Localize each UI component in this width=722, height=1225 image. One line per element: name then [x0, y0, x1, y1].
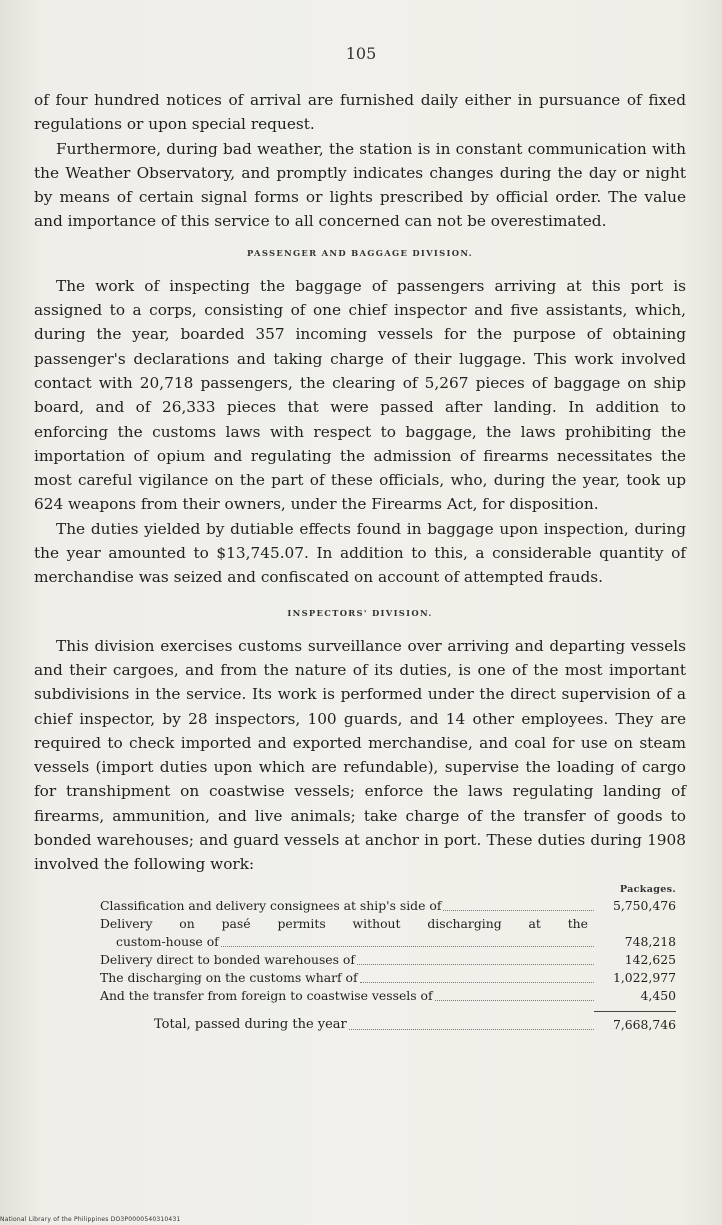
table-row — [100, 915, 676, 933]
total-value: 7,668,746 — [612, 1016, 676, 1032]
table-row — [100, 933, 676, 951]
scan-footer: National Library of the Philippines DO3P0000540310431 — [0, 1216, 181, 1223]
row-label: The discharging on the customs wharf of — [100, 969, 358, 985]
table-row — [100, 987, 676, 1005]
total-rule — [594, 1011, 676, 1012]
page-body — [34, 88, 686, 1034]
total-label: Total, passed during the year — [154, 1016, 347, 1032]
row-value: 142,625 — [624, 951, 676, 967]
table-total-row — [100, 1016, 676, 1034]
paragraph-continuation: of four hundred notices of arrival are furnished daily either in pursuance of fixed regulations or upon special request. — [34, 91, 686, 134]
table-row — [100, 969, 676, 987]
page-number: 105 — [345, 44, 377, 63]
paragraph-inspectors: This division exercises customs surveillance over arriving and departing vessels and their cargoes, and from the nature of its duties, is one of the most important subdivisions in the service. Its work is performed under the direct supervision of a chief inspector, by 28 inspectors, 100 guards, and 14 other employees. They are required to check imported and exported merchandise, and coal for use on steam vessels (import duties upon which are refundable), supervise the loading of cargo for transhipment on coastwise vessels; enforce the laws regulating landing of firearms, ammunition, and live animals; take charge of the transfer of goods to bonded warehouses; and guard vessels at anchor in port. These duties during 1908 involved the following work: — [34, 636, 686, 874]
table-row — [100, 897, 676, 915]
paragraph-passenger-duties: The duties yielded by dutiable effects found in baggage upon inspection, during the year amounted to $13,745.07. In addition to this, a considerable quantity of merchandise was seized and confiscated on account of attempted frauds. — [34, 519, 686, 587]
row-label: Delivery direct to bonded warehouses of — [100, 951, 355, 967]
row-label-line2: custom-house of — [116, 933, 219, 949]
row-value: 4,450 — [640, 987, 676, 1003]
packages-table — [100, 881, 676, 1034]
row-value: 1,022,977 — [612, 969, 676, 985]
row-value: 748,218 — [624, 933, 676, 949]
row-label-line1: Delivery on pasé permits without discharging at the — [100, 915, 588, 931]
row-value: 5,750,476 — [612, 897, 676, 913]
section-heading-inspectors: INSPECTORS' DIVISION. — [287, 607, 433, 618]
row-label: And the transfer from foreign to coastwise vessels of — [100, 987, 433, 1003]
section-heading-passenger: PASSENGER AND BAGGAGE DIVISION. — [247, 247, 473, 258]
table-row — [100, 951, 676, 969]
row-label: Classification and delivery consignees at ship's side of — [100, 897, 442, 913]
paragraph-weather: Furthermore, during bad weather, the station is in constant communication with the Weather Observatory, and promptly indicates changes during the day or night by means of certain signal forms or lights prescribed by official order. The value and importance of this service to all concerned can not be overestimated. — [34, 139, 686, 231]
table-column-header: Packages. — [619, 883, 676, 895]
paragraph-passenger-work: The work of inspecting the baggage of passengers arriving at this port is assigned to a corps, consisting of one chief inspector and five assistants, which, during the year, boarded 357 incoming vessels for the purpose of obtaining passenger's declarations and taking charge of their luggage. This work involved contact with 20,718 passengers, the clearing of 5,267 pieces of baggage on ship board, and of 26,333 pieces that were passed after landing. In addition to enforcing the customs laws with respect to baggage, the laws prohibiting the importation of opium and regulating the admission of firearms necessitates the most careful vigilance on the part of these officials, who, during the year, took up 624 weapons from their owners, under the Firearms Act, for disposition. — [34, 276, 686, 514]
